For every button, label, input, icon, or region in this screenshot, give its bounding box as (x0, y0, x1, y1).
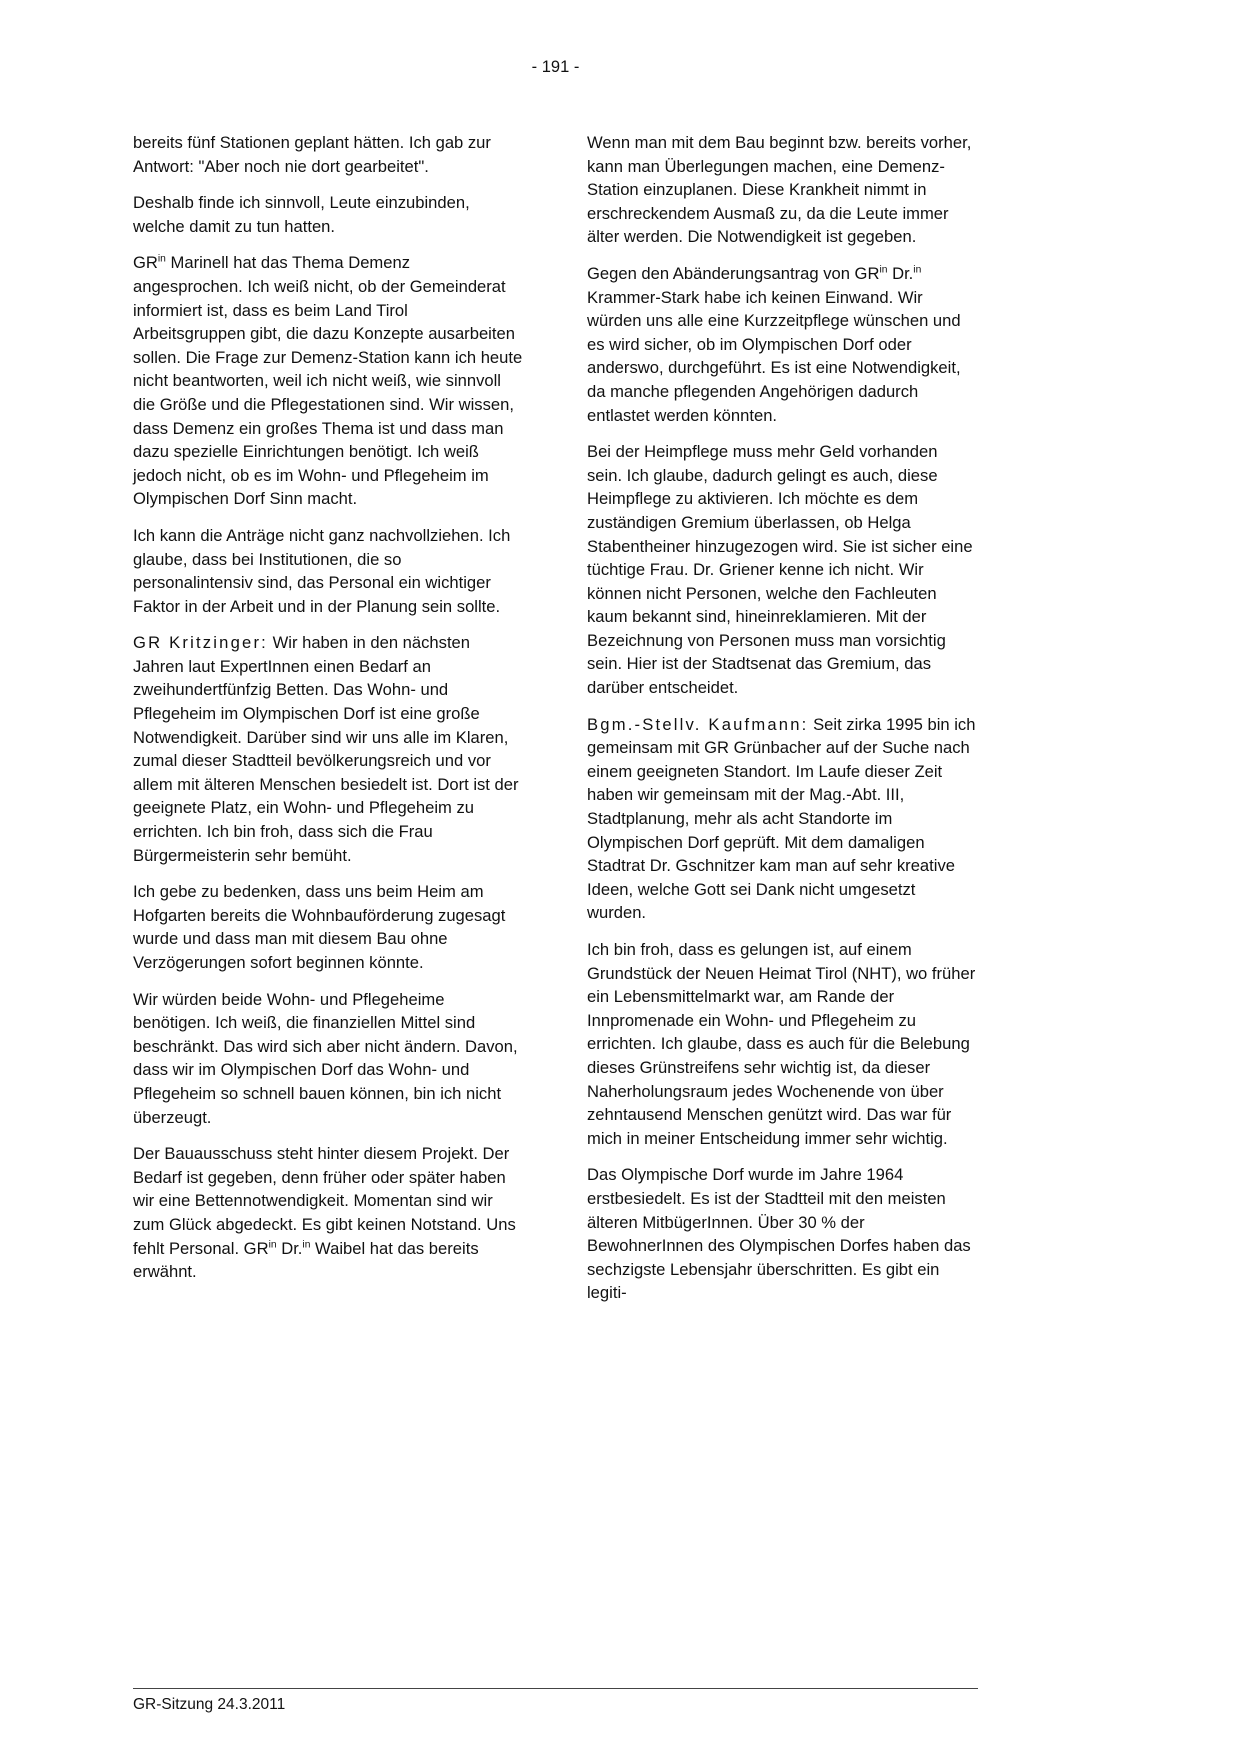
paragraph (133, 1142, 523, 1284)
paragraph-text: Ich kann die Anträge nicht ganz nachvollziehen. Ich glaube, dass bei Institutionen, die so personalintensiv sind, das Personal ein wichtiger Faktor in der Arbeit und in der Planung sein sollte. (133, 525, 511, 616)
speaker-name: GR Kritzinger: (133, 633, 268, 653)
superscript-text: in (268, 1239, 277, 1250)
superscript-text: in (879, 264, 888, 276)
paragraph (587, 938, 977, 1150)
superscript-text: in (913, 264, 922, 276)
paragraph (133, 191, 523, 238)
superscript-text: in (157, 253, 166, 265)
paragraph-text: Krammer-Stark habe ich keinen Einwand. Wir würden uns alle eine Kurzzeitpflege wünschen und es wird sicher, ob im Olympischen Dorf oder anderswo, durchgeführt. Es ist eine Notwendigkeit, da manche pflegenden Angehörigen dadurch entlastet werden könnten. (587, 287, 961, 425)
paragraph (133, 988, 523, 1130)
paragraph-text: Der Bauausschuss steht hinter diesem Projekt. Der Bedarf ist gegeben, denn früher oder später haben wir eine Bettennotwendigkeit. Momentan sind wir zum Glück abgedeckt. Es gibt keinen Notstand. Uns fehlt Personal. GR (133, 1144, 516, 1258)
paragraph (133, 524, 523, 618)
paragraph (587, 713, 977, 925)
paragraph (133, 131, 523, 178)
paragraph-text: Waibel hat das bereits erwähnt. (133, 1238, 479, 1282)
paragraph-text: Ich bin froh, dass es gelungen ist, auf einem Grundstück der Neuen Heimat Tirol (NHT), wo früher ein Lebensmittelmarkt war, am Rande der Innpromenade ein Wohn- und Pflegeheim zu errichten. Ich glaube, dass es auch für die Belebung dieses Grünstreifens sehr wichtig ist, da dieser Naherholungsraum jedes Wochenende von über zehntausend Menschen genützt wird. Das war für mich in meiner Entscheidung immer sehr wichtig. (587, 940, 976, 1148)
text-columns (133, 131, 978, 1305)
paragraph-text: Wir haben in den nächsten Jahren laut ExpertInnen einen Bedarf an zweihundertfünfzig Betten. Das Wohn- und Pflegeheim im Olympischen Dorf ist eine große Notwendigkeit. Darüber sind wir uns alle im Klaren, zumal dieser Stadtteil bevölkerungsreich und vor allem mit älteren Menschen besiedelt ist. Dort ist der geeignete Platz, ein Wohn- und Pflegeheim zu errichten. Ich bin froh, dass sich die Frau Bürgermeisterin sehr bemüht. (133, 633, 519, 865)
superscript-text: in (302, 1239, 311, 1250)
paragraph (587, 262, 977, 427)
footer-text: GR-Sitzung 24.3.2011 (133, 1696, 286, 1713)
paragraph-text: Dr. (887, 263, 914, 283)
paragraph-text: bereits fünf Stationen geplant hätten. Ich gab zur Antwort: "Aber noch nie dort gearbeitet". (133, 133, 491, 176)
paragraph (133, 880, 523, 974)
paragraph-text: Wenn man mit dem Bau beginnt bzw. bereits vorher, kann man Überlegungen machen, eine Demenz-Station einzuplanen. Diese Krankheit nimmt in erschreckendem Ausmaß zu, da die Leute immer älter werden. Die Notwendigkeit ist gegeben. (587, 133, 972, 247)
paragraph-text: Das Olympische Dorf wurde im Jahre 1964 erstbesiedelt. Es ist der Stadtteil mit den meisten älteren MitbügerInnen. Über 30 % der BewohnerInnen des Olympischen Dorfes haben das sechzigste Lebensjahr überschritten. Es gibt ein legiti- (587, 1165, 971, 1303)
paragraph-text: Marinell hat das Thema Demenz angesprochen. Ich weiß nicht, ob der Gemeinderat informiert ist, dass es beim Land Tirol Arbeitsgruppen gibt, die dazu Konzepte ausarbeiten sollen. Die Frage zur Demenz-Station kann ich heute nicht beantworten, weil ich nicht weiß, wie sinnvoll die Größe und die Pflegestationen sind. Wir wissen, dass Demenz ein großes Thema ist und dass man dazu spezielle Einrichtungen benötigt. Ich weiß jedoch nicht, ob es im Wohn- und Pflegeheim im Olympischen Dorf Sinn macht. (133, 253, 523, 509)
paragraph-text: Bei der Heimpflege muss mehr Geld vorhanden sein. Ich glaube, dadurch gelingt es auch, diese Heimpflege zu aktivieren. Ich möchte es dem zuständigen Gremium überlassen, ob Helga Stabentheiner hinzugezogen wird. Sie ist sicher eine tüchtige Frau. Dr. Griener kenne ich nicht. Wir können nicht Personen, welche den Fachleuten kaum bekannt sind, hineinreklamieren. Mit der Bezeichnung von Personen muss man vorsichtig sein. Hier ist der Stadtsenat das Gremium, das darüber entscheidet. (587, 442, 973, 698)
paragraph-text: Ich gebe zu bedenken, dass uns beim Heim am Hofgarten bereits die Wohnbauförderung zugesagt wurde und dass man mit diesem Bau ohne Verzögerungen sofort beginnen könnte. (133, 882, 506, 972)
paragraph-text: Gegen den Abänderungsantrag von GR (587, 263, 880, 283)
right-column (587, 131, 977, 1305)
paragraph (587, 440, 977, 700)
paragraph-text: GR (133, 253, 158, 273)
speaker-name: Bgm.-Stellv. Kaufmann: (587, 714, 809, 734)
page-number: - 191 - (531, 58, 580, 76)
paragraph (587, 131, 977, 249)
paragraph-text: Seit zirka 1995 bin ich gemeinsam mit GR Grünbacher auf der Suche nach einem geeigneten Standort. Im Laufe dieser Zeit haben wir gemeinsam mit der Mag.-Abt. III, Stadtplanung, mehr als acht Standorte im Olympischen Dorf geprüft. Mit dem damaligen Stadtrat Dr. Gschnitzer kam man auf sehr kreative Ideen, welche Gott sei Dank nicht umgesetzt wurden. (587, 714, 976, 923)
paragraph-text: Wir würden beide Wohn- und Pflegeheime benötigen. Ich weiß, die finanziellen Mittel sind beschränkt. Das wird sich aber nicht ändern. Davon, dass wir im Olympischen Dorf das Wohn- und Pflegeheim so schnell bauen können, bin ich nicht überzeugt. (133, 989, 518, 1127)
paragraph-text: Dr. (276, 1238, 303, 1258)
left-column (133, 131, 523, 1305)
paragraph (133, 631, 523, 867)
paragraph-text: Deshalb finde ich sinnvoll, Leute einzubinden, welche damit zu tun hatten. (133, 193, 470, 236)
page-footer (133, 1688, 978, 1714)
footer-divider (133, 1688, 978, 1689)
paragraph (133, 251, 523, 511)
paragraph (587, 1163, 977, 1305)
